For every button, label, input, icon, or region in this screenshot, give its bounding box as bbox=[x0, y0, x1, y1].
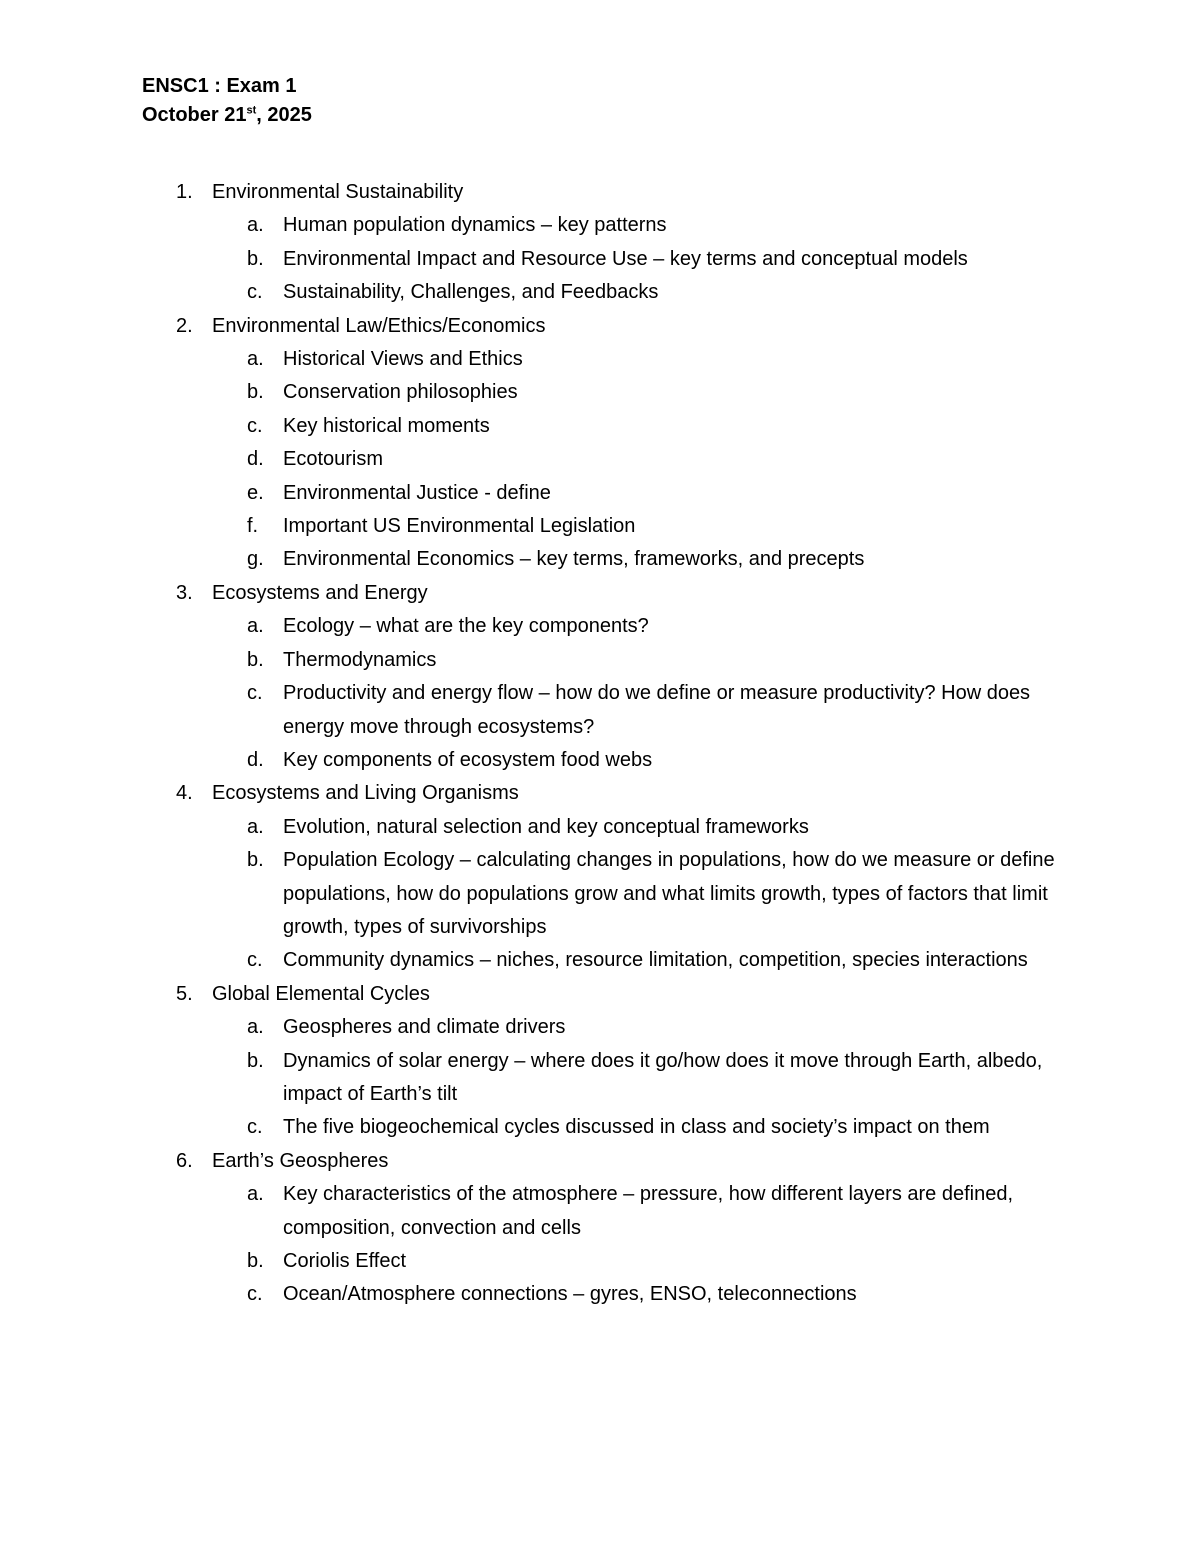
subtopic-item bbox=[0, 1045, 1063, 1112]
subtopic-text: Ocean/Atmosphere connections – gyres, ENSO, teleconnections bbox=[283, 1283, 857, 1306]
subtopic-item bbox=[0, 276, 1063, 309]
subtopic-text: Geospheres and climate drivers bbox=[283, 1016, 566, 1039]
subtopic-letter: a. bbox=[247, 348, 264, 371]
course-title: ENSC1 : Exam 1 bbox=[142, 75, 297, 97]
subtopic-letter: b. bbox=[247, 648, 264, 671]
subtopic-item bbox=[0, 1278, 1063, 1311]
topic-title: Earth’s Geospheres bbox=[212, 1149, 389, 1172]
subtopic-item bbox=[0, 410, 1063, 443]
topic-title: Ecosystems and Living Organisms bbox=[212, 782, 519, 805]
subtopic-text: Coriolis Effect bbox=[283, 1250, 407, 1272]
subtopic-text: Key historical moments bbox=[283, 414, 490, 437]
subtopic-item bbox=[0, 1245, 1063, 1278]
subtopic-letter: g. bbox=[247, 548, 264, 571]
subtopic-item bbox=[0, 243, 1063, 276]
subtopic-letter: f. bbox=[247, 515, 259, 538]
topic-number: 4. bbox=[176, 782, 193, 805]
subtopic-letter: b. bbox=[247, 1049, 264, 1072]
subtopic-item bbox=[0, 443, 1063, 476]
subtopic-list bbox=[212, 209, 1200, 309]
subtopic-text: Sustainability, Challenges, and Feedbacks bbox=[283, 281, 659, 304]
subtopic-letter: b. bbox=[247, 849, 264, 872]
date-year: , 2025 bbox=[256, 104, 312, 126]
subtopic-item bbox=[0, 510, 1063, 543]
subtopic-item bbox=[0, 376, 1063, 409]
topic-number: 1. bbox=[176, 181, 193, 203]
subtopic-item bbox=[0, 844, 1063, 944]
subtopic-text: Key characteristics of the atmosphere – pressure, how different layers are defined, composition, convection and cells bbox=[283, 1183, 1014, 1239]
subtopic-letter: a. bbox=[247, 214, 264, 237]
topic-item bbox=[0, 1145, 1200, 1312]
subtopic-letter: e. bbox=[247, 481, 264, 504]
subtopic-letter: a. bbox=[247, 815, 264, 838]
subtopic-text: Dynamics of solar energy – where does it go/how does it move through Earth, albedo, impact of Earth’s tilt bbox=[283, 1049, 1043, 1105]
subtopic-item bbox=[0, 744, 1063, 777]
subtopic-text: Population Ecology – calculating changes in populations, how do we measure or define populations, how do populations grow and what limits growth, types of factors that limit growth, types of survivorships bbox=[283, 849, 1055, 938]
subtopic-letter: c. bbox=[247, 949, 263, 972]
subtopic-list bbox=[212, 343, 1200, 577]
subtopic-text: Productivity and energy flow – how do we define or measure productivity? How does energy move through ecosystems? bbox=[283, 682, 1031, 738]
exam-date bbox=[142, 101, 312, 130]
topic-title: Environmental Sustainability bbox=[212, 181, 464, 203]
topic-outline bbox=[0, 176, 1200, 1312]
topic-item bbox=[0, 176, 1200, 310]
subtopic-list bbox=[212, 610, 1200, 777]
subtopic-letter: a. bbox=[247, 1016, 264, 1039]
subtopic-text: Key components of ecosystem food webs bbox=[283, 748, 653, 771]
subtopic-text: Ecology – what are the key components? bbox=[283, 615, 649, 638]
topic-item bbox=[0, 978, 1200, 1145]
subtopic-text: The five biogeochemical cycles discussed in class and society’s impact on them bbox=[283, 1116, 990, 1139]
subtopic-item bbox=[0, 610, 1063, 643]
date-prefix: October 21 bbox=[142, 104, 247, 126]
subtopic-text: Thermodynamics bbox=[283, 648, 437, 671]
subtopic-item bbox=[0, 477, 1063, 510]
subtopic-text: Conservation philosophies bbox=[283, 381, 518, 404]
subtopic-letter: b. bbox=[247, 381, 264, 404]
topic-number: 3. bbox=[176, 581, 193, 604]
subtopic-letter: b. bbox=[247, 1250, 264, 1272]
topic-number: 2. bbox=[176, 314, 193, 337]
subtopic-letter: d. bbox=[247, 448, 264, 471]
subtopic-text: Environmental Justice - define bbox=[283, 481, 551, 504]
subtopic-list bbox=[212, 1178, 1200, 1312]
date-ordinal-suffix: st bbox=[246, 104, 257, 117]
topic-number: 6. bbox=[176, 1149, 193, 1172]
subtopic-item bbox=[0, 1178, 1063, 1245]
subtopic-text: Evolution, natural selection and key conceptual frameworks bbox=[283, 815, 809, 838]
document-header bbox=[142, 72, 312, 130]
subtopic-item bbox=[0, 811, 1063, 844]
subtopic-text: Human population dynamics – key patterns bbox=[283, 214, 667, 237]
subtopic-text: Community dynamics – niches, resource limitation, competition, species interactions bbox=[283, 949, 1028, 972]
subtopic-item bbox=[0, 1011, 1063, 1044]
subtopic-item bbox=[0, 677, 1063, 744]
subtopic-list bbox=[212, 811, 1200, 978]
subtopic-item bbox=[0, 343, 1063, 376]
subtopic-letter: c. bbox=[247, 414, 263, 437]
subtopic-text: Important US Environmental Legislation bbox=[283, 515, 636, 538]
subtopic-text: Environmental Impact and Resource Use – key terms and conceptual models bbox=[283, 247, 968, 270]
subtopic-item bbox=[0, 209, 1063, 242]
topic-item bbox=[0, 310, 1200, 577]
subtopic-letter: b. bbox=[247, 247, 264, 270]
topic-number: 5. bbox=[176, 982, 193, 1005]
subtopic-item bbox=[0, 944, 1063, 977]
subtopic-letter: c. bbox=[247, 1283, 263, 1306]
subtopic-text: Ecotourism bbox=[283, 448, 384, 471]
subtopic-item bbox=[0, 644, 1063, 677]
topic-item bbox=[0, 777, 1200, 977]
topic-title: Environmental Law/Ethics/Economics bbox=[212, 314, 546, 337]
subtopic-letter: a. bbox=[247, 615, 264, 638]
subtopic-list bbox=[212, 1011, 1200, 1145]
subtopic-letter: c. bbox=[247, 1116, 263, 1139]
subtopic-letter: c. bbox=[247, 281, 263, 304]
topic-title: Ecosystems and Energy bbox=[212, 581, 428, 604]
subtopic-item bbox=[0, 1111, 1063, 1144]
topic-title: Global Elemental Cycles bbox=[212, 982, 430, 1005]
subtopic-text: Environmental Economics – key terms, frameworks, and precepts bbox=[283, 548, 865, 571]
subtopic-letter: a. bbox=[247, 1183, 264, 1206]
subtopic-text: Historical Views and Ethics bbox=[283, 348, 523, 371]
subtopic-letter: d. bbox=[247, 748, 264, 771]
topic-item bbox=[0, 577, 1200, 777]
subtopic-item bbox=[0, 543, 1063, 576]
subtopic-letter: c. bbox=[247, 682, 263, 705]
